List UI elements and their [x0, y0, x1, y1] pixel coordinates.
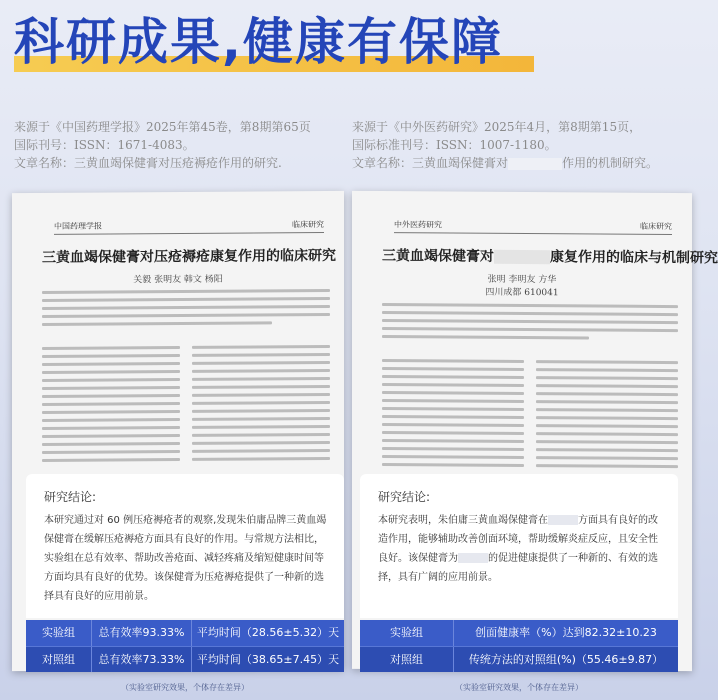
redaction-block [494, 250, 550, 264]
paper-left-header [54, 219, 324, 235]
paper-left-journal: 中国药理学报 [54, 221, 102, 231]
redaction-block [508, 158, 562, 170]
table-row [26, 646, 344, 672]
conclusion-right-part3: 的促进健康提供了一种新的、有效的选择，具有广阔的应用前景。 [378, 553, 658, 583]
paper-right-header [394, 219, 672, 235]
source-right-line3 [352, 154, 702, 172]
group-label: 对照组 [360, 647, 454, 672]
group-label: 实验组 [26, 620, 92, 646]
paper-right-journal: 中外医药研究 [394, 220, 442, 230]
conclusion-right-part2: 方面具有良好的改造作用，能够辅助改善创面环境，帮助缓解炎症反应，且安全性良好。该保健膏为 [378, 515, 658, 564]
paper-left-authors: 关毅 张明友 韩文 杨阳 [133, 274, 223, 286]
conclusion-right [360, 474, 678, 618]
group-label: 实验组 [360, 620, 454, 646]
table-row [360, 620, 678, 646]
stats-table-left [26, 620, 344, 672]
stats-table-right [360, 620, 678, 672]
paper-left-section: 临床研究 [292, 219, 324, 230]
paper-right-section: 临床研究 [640, 221, 672, 232]
health-rate-value: 创面健康率（%）达到82.32±10.23 [475, 626, 657, 639]
table-row [26, 620, 344, 646]
control-rate-value: 传统方法的对照组(%)（55.46±9.87） [468, 653, 664, 666]
paper-right-title-part2: 康复作用的临床与机制研究 [550, 249, 718, 267]
average-time-value: 平均时间（38.65±7.45）天 [196, 653, 340, 666]
conclusion-right-title: 研究结论: [378, 490, 431, 504]
source-right-line3-part1: 文章名称：三黄血竭保健膏对 [352, 156, 509, 170]
conclusion-right-body [378, 511, 664, 587]
group-label: 对照组 [26, 647, 92, 672]
source-right-line3-part2: 作用的机制研究。 [562, 156, 659, 170]
paper-left-title: 三黄血竭保健膏对压疮褥疮康复作用的临床研究 [42, 247, 336, 266]
conclusion-left-body: 本研究通过对 60 例压疮褥疮者的观察,发现朱伯庸品牌三黄血竭保健膏在缓解压疮褥疮方面具有良好的作用。与常规方法相比，实验组在总有效率、帮助改善疮面、减轻疼痛及缩短健康时间等方面均具有良好的优势。该保健膏为压疮褥疮提供了一种新的选择具有良好的应用前景。 [44, 515, 327, 602]
redaction-block [548, 515, 578, 525]
source-left-line1: 来源于《中国药理学报》2025年第45卷，第8期第65页 [14, 120, 311, 134]
footnote-left: （实验室研究效果，个体存在差异） [121, 683, 249, 692]
paper-right-affiliation: 四川成都 610041 [485, 287, 559, 299]
average-time-value: 平均时间（28.56±5.32）天 [196, 626, 340, 639]
paper-left-body-lines [42, 289, 330, 485]
source-right-line1: 来源于《中外医药研究》2025年4月，第8期第15页， [352, 120, 642, 134]
paper-right-body-lines [382, 303, 678, 485]
source-info-left [14, 118, 364, 172]
conclusion-left-title: 研究结论: [44, 490, 97, 504]
table-row [360, 646, 678, 672]
redaction-block [458, 553, 488, 563]
source-left-line2: 国际刊号：ISSN：1671-4083。 [14, 138, 195, 152]
paper-right-authors [352, 271, 692, 299]
efficacy-value: 总有效率73.33% [92, 647, 192, 672]
conclusion-left [26, 474, 344, 618]
source-left-line3: 文章名称：三黄血竭保健膏对压疮褥疮作用的研究. [14, 156, 282, 170]
paper-right-title [382, 245, 718, 267]
source-info-right [352, 118, 702, 172]
footnote-right: （实验室研究效果，个体存在差异） [455, 683, 583, 692]
paper-right-author-names: 张明 李明友 方华 [487, 274, 557, 286]
efficacy-value: 总有效率93.33% [92, 620, 192, 646]
source-right-line2: 国际标准刊号：ISSN：1007-1180。 [352, 138, 557, 152]
conclusion-right-part1: 本研究表明，朱伯庸三黄血竭保健膏在 [378, 515, 548, 526]
page-headline: 科研成果,健康有保障 [14, 13, 503, 71]
paper-right-title-part1: 三黄血竭保健膏对 [382, 248, 494, 265]
